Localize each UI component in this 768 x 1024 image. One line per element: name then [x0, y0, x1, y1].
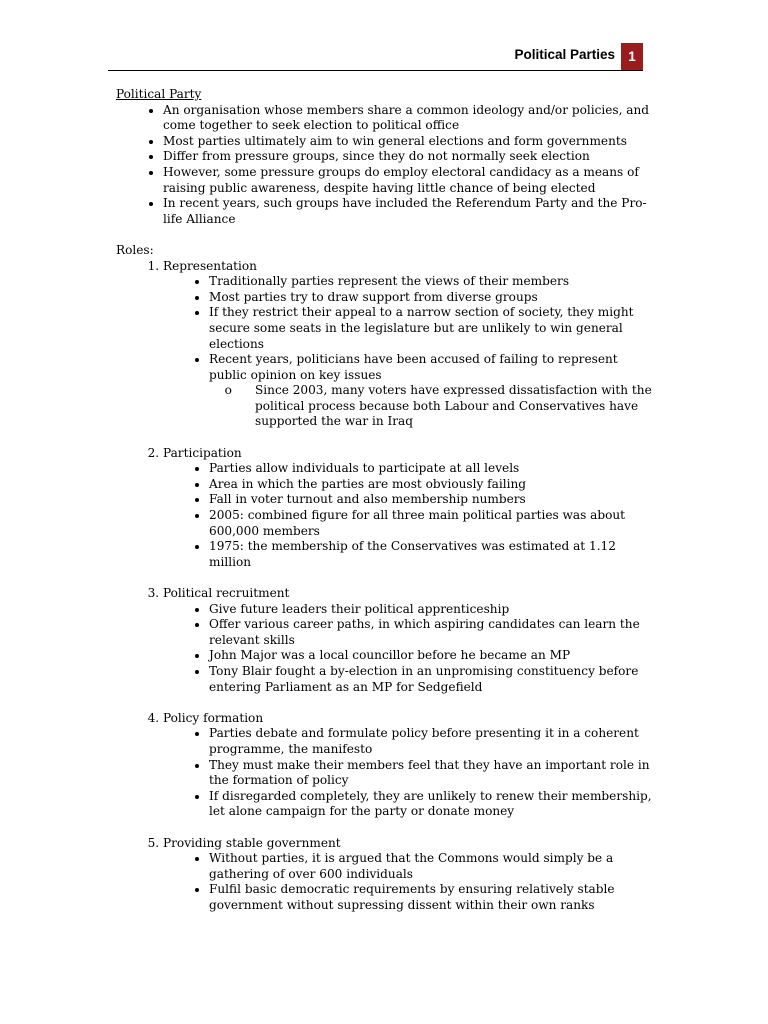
role-title: Providing stable government: [163, 835, 341, 850]
definition-heading: Political Party: [116, 87, 202, 101]
role-bullet: • Offer various career paths, in which aspiring candidates can learn the relevant skills: [209, 617, 656, 648]
role-item-policy-formation: [163, 711, 656, 820]
role-bullets: [163, 851, 656, 913]
role-bullet: • Most parties try to draw support from diverse groups: [209, 290, 656, 306]
page-header: [108, 43, 643, 71]
role-bullet: • Parties allow individuals to participate at all levels: [209, 461, 656, 477]
role-bullet: • Parties debate and formulate policy before presenting it in a coherent programme, the manifesto: [209, 726, 656, 757]
role-item-participation: [163, 446, 656, 571]
roles-heading: Roles:: [116, 242, 154, 257]
role-bullet-text: Recent years, politicians have been accused of failing to represent public opinion on key issues: [209, 352, 618, 382]
role-bullets: [163, 726, 656, 820]
role-bullet: • John Major was a local councillor before he became an MP: [209, 648, 656, 664]
role-title: Policy formation: [163, 710, 264, 725]
page-number-badge: 1: [621, 43, 643, 70]
role-bullet: • Tony Blair fought a by-election in an unpromising constituency before entering Parliament as an MP for Sedgefield: [209, 664, 656, 695]
role-item-representation: [163, 259, 656, 431]
role-bullet: • If they restrict their appeal to a narrow section of society, they might secure some seats in the legislature but are unlikely to win general elections: [209, 305, 656, 352]
definition-bullet: • An organisation whose members share a common ideology and/or policies, and come together to seek election to political office: [163, 103, 656, 134]
role-bullets: [163, 274, 656, 430]
definition-bullet: • In recent years, such groups have included the Referendum Party and the Pro-life Alliance: [163, 196, 656, 227]
role-bullet: • Fulfil basic democratic requirements by ensuring relatively stable government without supressing dissent within their own ranks: [209, 882, 656, 913]
role-bullet: • If disregarded completely, they are unlikely to renew their membership, let alone campaign for the party or donate money: [209, 789, 656, 820]
definition-bullet: • However, some pressure groups do employ electoral candidacy as a means of raising public awareness, despite having little chance of being elected: [163, 165, 656, 196]
role-bullet: • They must make their members feel that they have an important role in the formation of policy: [209, 758, 656, 789]
role-title: Participation: [163, 445, 242, 460]
role-bullet: • Give future leaders their political apprenticeship: [209, 602, 656, 618]
document-title: Political Parties: [514, 47, 615, 62]
role-bullets: [163, 461, 656, 570]
role-bullet: • 1975: the membership of the Conservatives was estimated at 1.12 million: [209, 539, 656, 570]
role-title: Representation: [163, 258, 257, 273]
role-item-stable-government: [163, 836, 656, 914]
definition-bullet: • Differ from pressure groups, since they do not normally seek election: [163, 149, 656, 165]
roles-list: [116, 259, 656, 914]
role-bullet: [209, 352, 656, 430]
definition-bullet: • Most parties ultimately aim to win general elections and form governments: [163, 134, 656, 150]
definition-list: [116, 103, 656, 228]
role-bullet: • Without parties, it is argued that the Commons would simply be a gathering of over 600 individuals: [209, 851, 656, 882]
document-body: [116, 87, 656, 913]
role-sub-bullet: o Since 2003, many voters have expressed dissatisfaction with the political process because both Labour and Conservatives have supported the war in Iraq: [255, 383, 656, 430]
role-sub-bullets: [209, 383, 656, 430]
role-title: Political recruitment: [163, 586, 290, 600]
role-bullet: • 2005: combined figure for all three main political parties was about 600,000 members: [209, 508, 656, 539]
role-bullet: • Area in which the parties are most obviously failing: [209, 477, 656, 493]
role-bullet: • Traditionally parties represent the views of their members: [209, 274, 656, 290]
role-bullet: • Fall in voter turnout and also membership numbers: [209, 492, 656, 508]
role-item-political-recruitment: [163, 586, 656, 695]
role-bullets: [163, 602, 656, 696]
